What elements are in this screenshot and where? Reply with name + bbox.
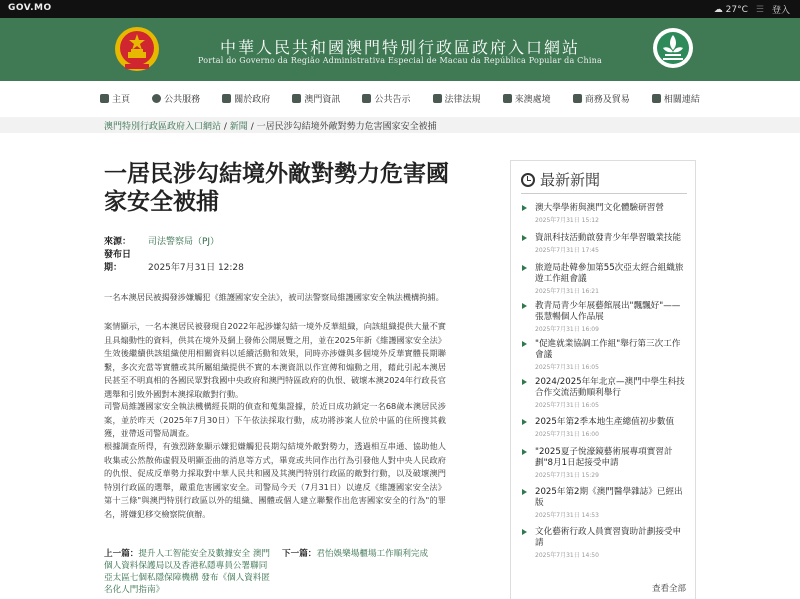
news-item[interactable] <box>521 301 687 333</box>
site-title-chinese: 中華人民共和國澳門特別行政區政府入口網站 <box>219 38 580 57</box>
news-date: 2025年7月31日 16:05 <box>535 402 599 409</box>
article-paragraph: 根據調查所得，有強烈跡象顯示嫌犯嫌觸犯長期勾結境外敵對勢力，透過相互串通、協助他人收集或公然散佈虛假及明顯歪曲的消息等方式，畢竟或共同作出行為引發他人對中央人民政府的仇恨、促成反華勢力採取對中華人民共和國及其澳門特別行政區的敵對行動，以及破壞澳門特別行政區的選舉，嚴重危害國家安全。司警局今天（7月31日）以違反《維護國家安全法》第十三條"與澳門特別行政區以外的組織、團體或個人建立聯繫作出危害國家安全的行為"的罪名，將嫌犯移交檢察院偵辦。 <box>104 441 446 519</box>
news-title[interactable]: 資訊科技活動啟發青少年學習職業技能 <box>521 233 687 244</box>
news-title[interactable]: 2025年第2期《澳門醫學雜誌》已經出版 <box>521 487 687 509</box>
article-meta <box>104 236 244 275</box>
news-date: 2025年7月31日 14:50 <box>535 552 599 559</box>
divider <box>521 193 687 194</box>
news-title[interactable]: "2025夏子悅濠鏡藝術展專項實習計劃"8月1日起接受申請 <box>521 447 687 469</box>
news-title[interactable]: 旅遊局赴韓參加第55次亞太經合組織旅遊工作組會議 <box>521 263 687 285</box>
nav-public-services[interactable]: 公共服務 <box>152 92 200 105</box>
latest-news-title: 最新新聞 <box>540 171 601 189</box>
briefcase-icon <box>573 94 582 103</box>
macau-emblem-icon <box>651 26 695 74</box>
news-title[interactable]: 2025年第2季本地生產總值初步數值 <box>521 417 687 428</box>
clock-icon <box>521 173 535 187</box>
globe-icon <box>152 94 161 103</box>
article-title: 一居民涉勾結境外敵對勢力危害國家安全被捕 <box>104 160 449 215</box>
menu-icon[interactable]: ☰ <box>755 4 764 15</box>
news-item[interactable] <box>521 527 687 559</box>
next-label: 下一篇： <box>282 549 317 559</box>
breadcrumb-current: 一居民涉勾結境外敵對勢力危害國家安全被捕 <box>256 122 437 132</box>
latest-news-panel <box>510 160 696 599</box>
plane-icon <box>503 94 512 103</box>
nav-home[interactable]: 主頁 <box>100 92 130 105</box>
previous-article <box>104 548 274 596</box>
home-icon <box>100 94 109 103</box>
nav-about-government[interactable]: 關於政府 <box>222 92 270 105</box>
news-item[interactable] <box>521 487 687 519</box>
news-date: 2025年7月31日 16:00 <box>535 431 599 438</box>
previous-article-link[interactable]: 提升人工智能安全及數據安全 澳門個人資料保護局以及香港私隱專員公署聯同亞太區七個私隱保障機構 發布《個人資料匿名化人門指南》 <box>104 549 271 595</box>
news-date: 2025年7月31日 16:09 <box>535 326 599 333</box>
article-source-link[interactable]: 司法警察局（PJ） <box>148 237 220 247</box>
nav-related-links[interactable]: 相關連結 <box>652 92 700 105</box>
latest-news-header <box>521 169 600 190</box>
news-date: 2025年7月31日 16:05 <box>535 364 599 371</box>
news-date: 2025年7月31日 14:53 <box>535 512 599 519</box>
news-item[interactable] <box>521 233 687 254</box>
link-icon <box>652 94 661 103</box>
news-item[interactable] <box>521 203 687 224</box>
news-item[interactable] <box>521 417 687 438</box>
news-date: 2025年7月31日 17:45 <box>535 247 599 254</box>
view-all-news-link[interactable]: 查看全部 <box>652 584 687 594</box>
news-date: 2025年7月31日 16:21 <box>535 288 599 295</box>
login-link[interactable]: 登入 <box>771 6 790 16</box>
previous-label: 上一篇： <box>104 549 139 559</box>
article-paragraph: 案情顯示，一名本澳居民被發現自2022年起涉嫌勾結一境外反華組織，向該組織提供大量不實且具煽動性的資料，供其在境外及網上發佈公開展覽之用，並在2025年新《維護國家安全法》生效後繼續供該組織使用相關資料以延續活動和效果，同時亦涉嫌與多個境外反華實體長期聯繫，多次充當等實體或其所屬組織提供不實的本澳資訊以作宣傳和煽動之用，藉此引起本澳居民甚至不明真相的各國民眾對我國中央政府和澳門特區政府的仇恨、破壞本澳2024年行政長官選舉和引致外國對本澳採取敵對行動。 <box>104 321 446 399</box>
nav-laws-regulations[interactable]: 法律法規 <box>433 92 481 105</box>
building-icon <box>222 94 231 103</box>
main-navigation <box>100 88 700 108</box>
news-date: 2025年7月31日 15:29 <box>535 472 599 479</box>
news-item[interactable] <box>521 377 687 409</box>
site-banner <box>0 18 800 81</box>
news-item[interactable] <box>521 339 687 371</box>
nav-visiting-macau[interactable]: 來澳處境 <box>503 92 551 105</box>
gov-mo-logo[interactable]: GOV.MO <box>8 3 52 13</box>
news-date: 2025年7月31日 15:12 <box>535 217 599 224</box>
news-item[interactable] <box>521 263 687 295</box>
nav-macau-info[interactable]: 澳門資訊 <box>292 92 340 105</box>
news-title[interactable]: 教青局青少年展藝館展出"飄飄好"——張慧暢個人作品展 <box>521 301 687 323</box>
breadcrumb: 澳門特別行政區政府入口網站 / 新聞 / 一居民涉勾結境外敵對勢力危害國家安全被捕 <box>104 122 437 132</box>
breadcrumb-news-link[interactable]: 新聞 <box>229 122 248 132</box>
date-label: 發布日期： <box>104 250 132 273</box>
nav-business-trade[interactable]: 商務及貿易 <box>573 92 630 105</box>
info-icon <box>292 94 301 103</box>
news-title[interactable]: 文化藝術行政人員實習資助計劃接受申請 <box>521 527 687 549</box>
news-title[interactable]: 澳大學學術與澳門文化體驗研習營 <box>521 203 687 214</box>
site-title-portuguese: Portal do Governo da Região Administrativa Especial de Macau da República Popular da China <box>198 56 602 65</box>
next-article <box>282 548 472 560</box>
news-item[interactable] <box>521 447 687 479</box>
document-icon <box>362 94 371 103</box>
article-paragraph: 司警局維護國家安全執法機構經長期的偵查和蒐集證據，於近日成功鎖定一名68歲本澳居民涉案，並於昨天（2025年7月30日）下午依法採取行動，成功將涉案人位於中區的住所搜其截獲，並帶返司警局調查。 <box>104 401 446 438</box>
article-paragraph: 一名本澳居民被揭發涉嫌觸犯《維護國家安全法》，被司法警察局維護國家安全執法機構拘捕。 <box>104 292 444 302</box>
scales-icon <box>433 94 442 103</box>
next-article-link[interactable]: 君怡娛樂場櫃場工作順利完成 <box>316 549 429 559</box>
article-date: 2025年7月31日 12:28 <box>148 263 244 273</box>
news-title[interactable]: "促進就業協調工作組"舉行第三次工作會議 <box>521 339 687 361</box>
weather-indicator[interactable]: ☁ 27°C <box>713 4 748 15</box>
breadcrumb-home-link[interactable]: 澳門特別行政區政府入口網站 <box>104 122 222 132</box>
top-bar <box>0 0 800 18</box>
source-label: 來源： <box>104 237 132 247</box>
nav-public-notices[interactable]: 公共告示 <box>362 92 410 105</box>
news-title[interactable]: 2024/2025年年北京—澳門中學生科技合作交流活動順利舉行 <box>521 377 687 399</box>
